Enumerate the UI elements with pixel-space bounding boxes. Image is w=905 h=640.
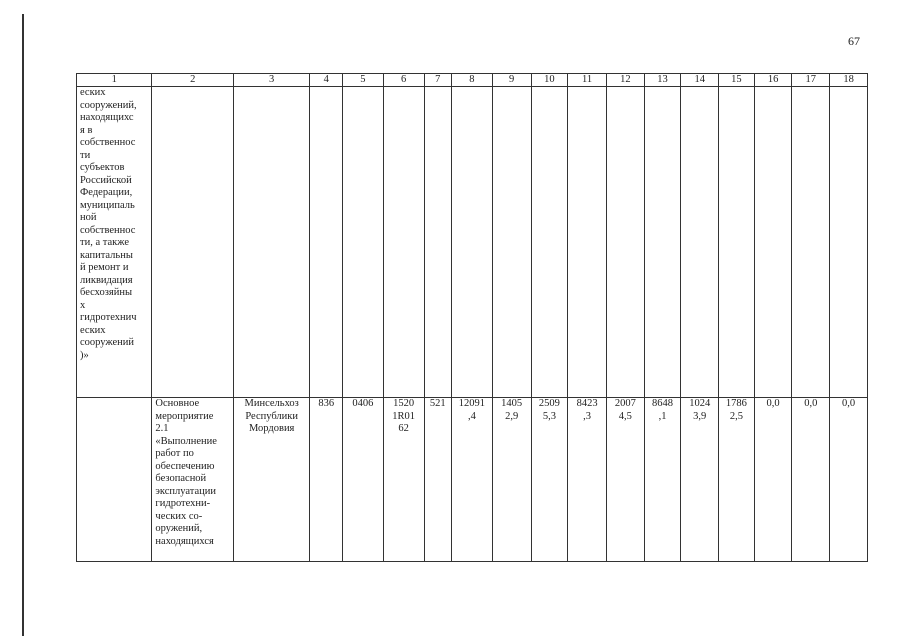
table-cell xyxy=(754,87,792,398)
table-cell: 12091 ,4 xyxy=(452,398,493,562)
table-cell: 1520 1R01 62 xyxy=(383,398,424,562)
table-cell xyxy=(606,87,644,398)
column-header: 17 xyxy=(792,74,830,87)
table-cell xyxy=(452,87,493,398)
table-cell xyxy=(644,87,681,398)
page-number: 67 xyxy=(848,34,860,48)
table-cell: 2509 5,3 xyxy=(531,398,568,562)
table-cell: 0,0 xyxy=(830,398,868,562)
table-cell xyxy=(681,87,719,398)
table-cell xyxy=(719,87,755,398)
table-cell: 8423 ,3 xyxy=(568,398,607,562)
measure-description-cell: Основное мероприятие 2.1 «Выполнение работ по обеспечению безопасной эксплуатации гидротехни- ческих со- оружений, находящихся xyxy=(152,398,234,562)
table-cell: 836 xyxy=(310,398,343,562)
column-header: 14 xyxy=(681,74,719,87)
header-row xyxy=(77,74,868,87)
table-cell xyxy=(233,87,309,398)
row-description-cell: еских сооружений, находящихс я в собственнос ти субъектов Российской Федерации, муниципаль ной собственнос ти, а также капитальны й ремонт и ликвидация бесхозяйны х гидротехнич еских сооружений )» xyxy=(77,87,152,398)
table-cell xyxy=(792,87,830,398)
column-header: 11 xyxy=(568,74,607,87)
table-cell xyxy=(492,87,531,398)
table-cell: 2007 4,5 xyxy=(606,398,644,562)
table-cell: 1024 3,9 xyxy=(681,398,719,562)
table-cell: 521 xyxy=(424,398,452,562)
table-cell: 0,0 xyxy=(792,398,830,562)
column-header: 9 xyxy=(492,74,531,87)
table-cell xyxy=(77,398,152,562)
table-cell xyxy=(568,87,607,398)
table-row xyxy=(77,87,868,398)
column-header: 1 xyxy=(77,74,152,87)
table-cell: 0,0 xyxy=(754,398,792,562)
left-margin-rule xyxy=(22,14,24,636)
responsible-org-cell: Минсельхоз Республики Мордовия xyxy=(233,398,309,562)
budget-table xyxy=(76,73,868,562)
column-header: 8 xyxy=(452,74,493,87)
column-header: 18 xyxy=(830,74,868,87)
column-header: 5 xyxy=(343,74,384,87)
table-cell: 1786 2,5 xyxy=(719,398,755,562)
column-header: 13 xyxy=(644,74,681,87)
table-cell: 0406 xyxy=(343,398,384,562)
table-cell: 8648 ,1 xyxy=(644,398,681,562)
column-header: 12 xyxy=(606,74,644,87)
column-header: 7 xyxy=(424,74,452,87)
table-cell xyxy=(531,87,568,398)
column-header: 4 xyxy=(310,74,343,87)
table-cell xyxy=(152,87,234,398)
column-header: 3 xyxy=(233,74,309,87)
table-cell xyxy=(310,87,343,398)
table-cell: 1405 2,9 xyxy=(492,398,531,562)
table-cell xyxy=(343,87,384,398)
table-cell xyxy=(830,87,868,398)
column-header: 10 xyxy=(531,74,568,87)
column-header: 6 xyxy=(383,74,424,87)
column-header: 2 xyxy=(152,74,234,87)
column-header: 15 xyxy=(719,74,755,87)
column-header: 16 xyxy=(754,74,792,87)
table-cell xyxy=(383,87,424,398)
table-cell xyxy=(424,87,452,398)
table-row xyxy=(77,398,868,562)
